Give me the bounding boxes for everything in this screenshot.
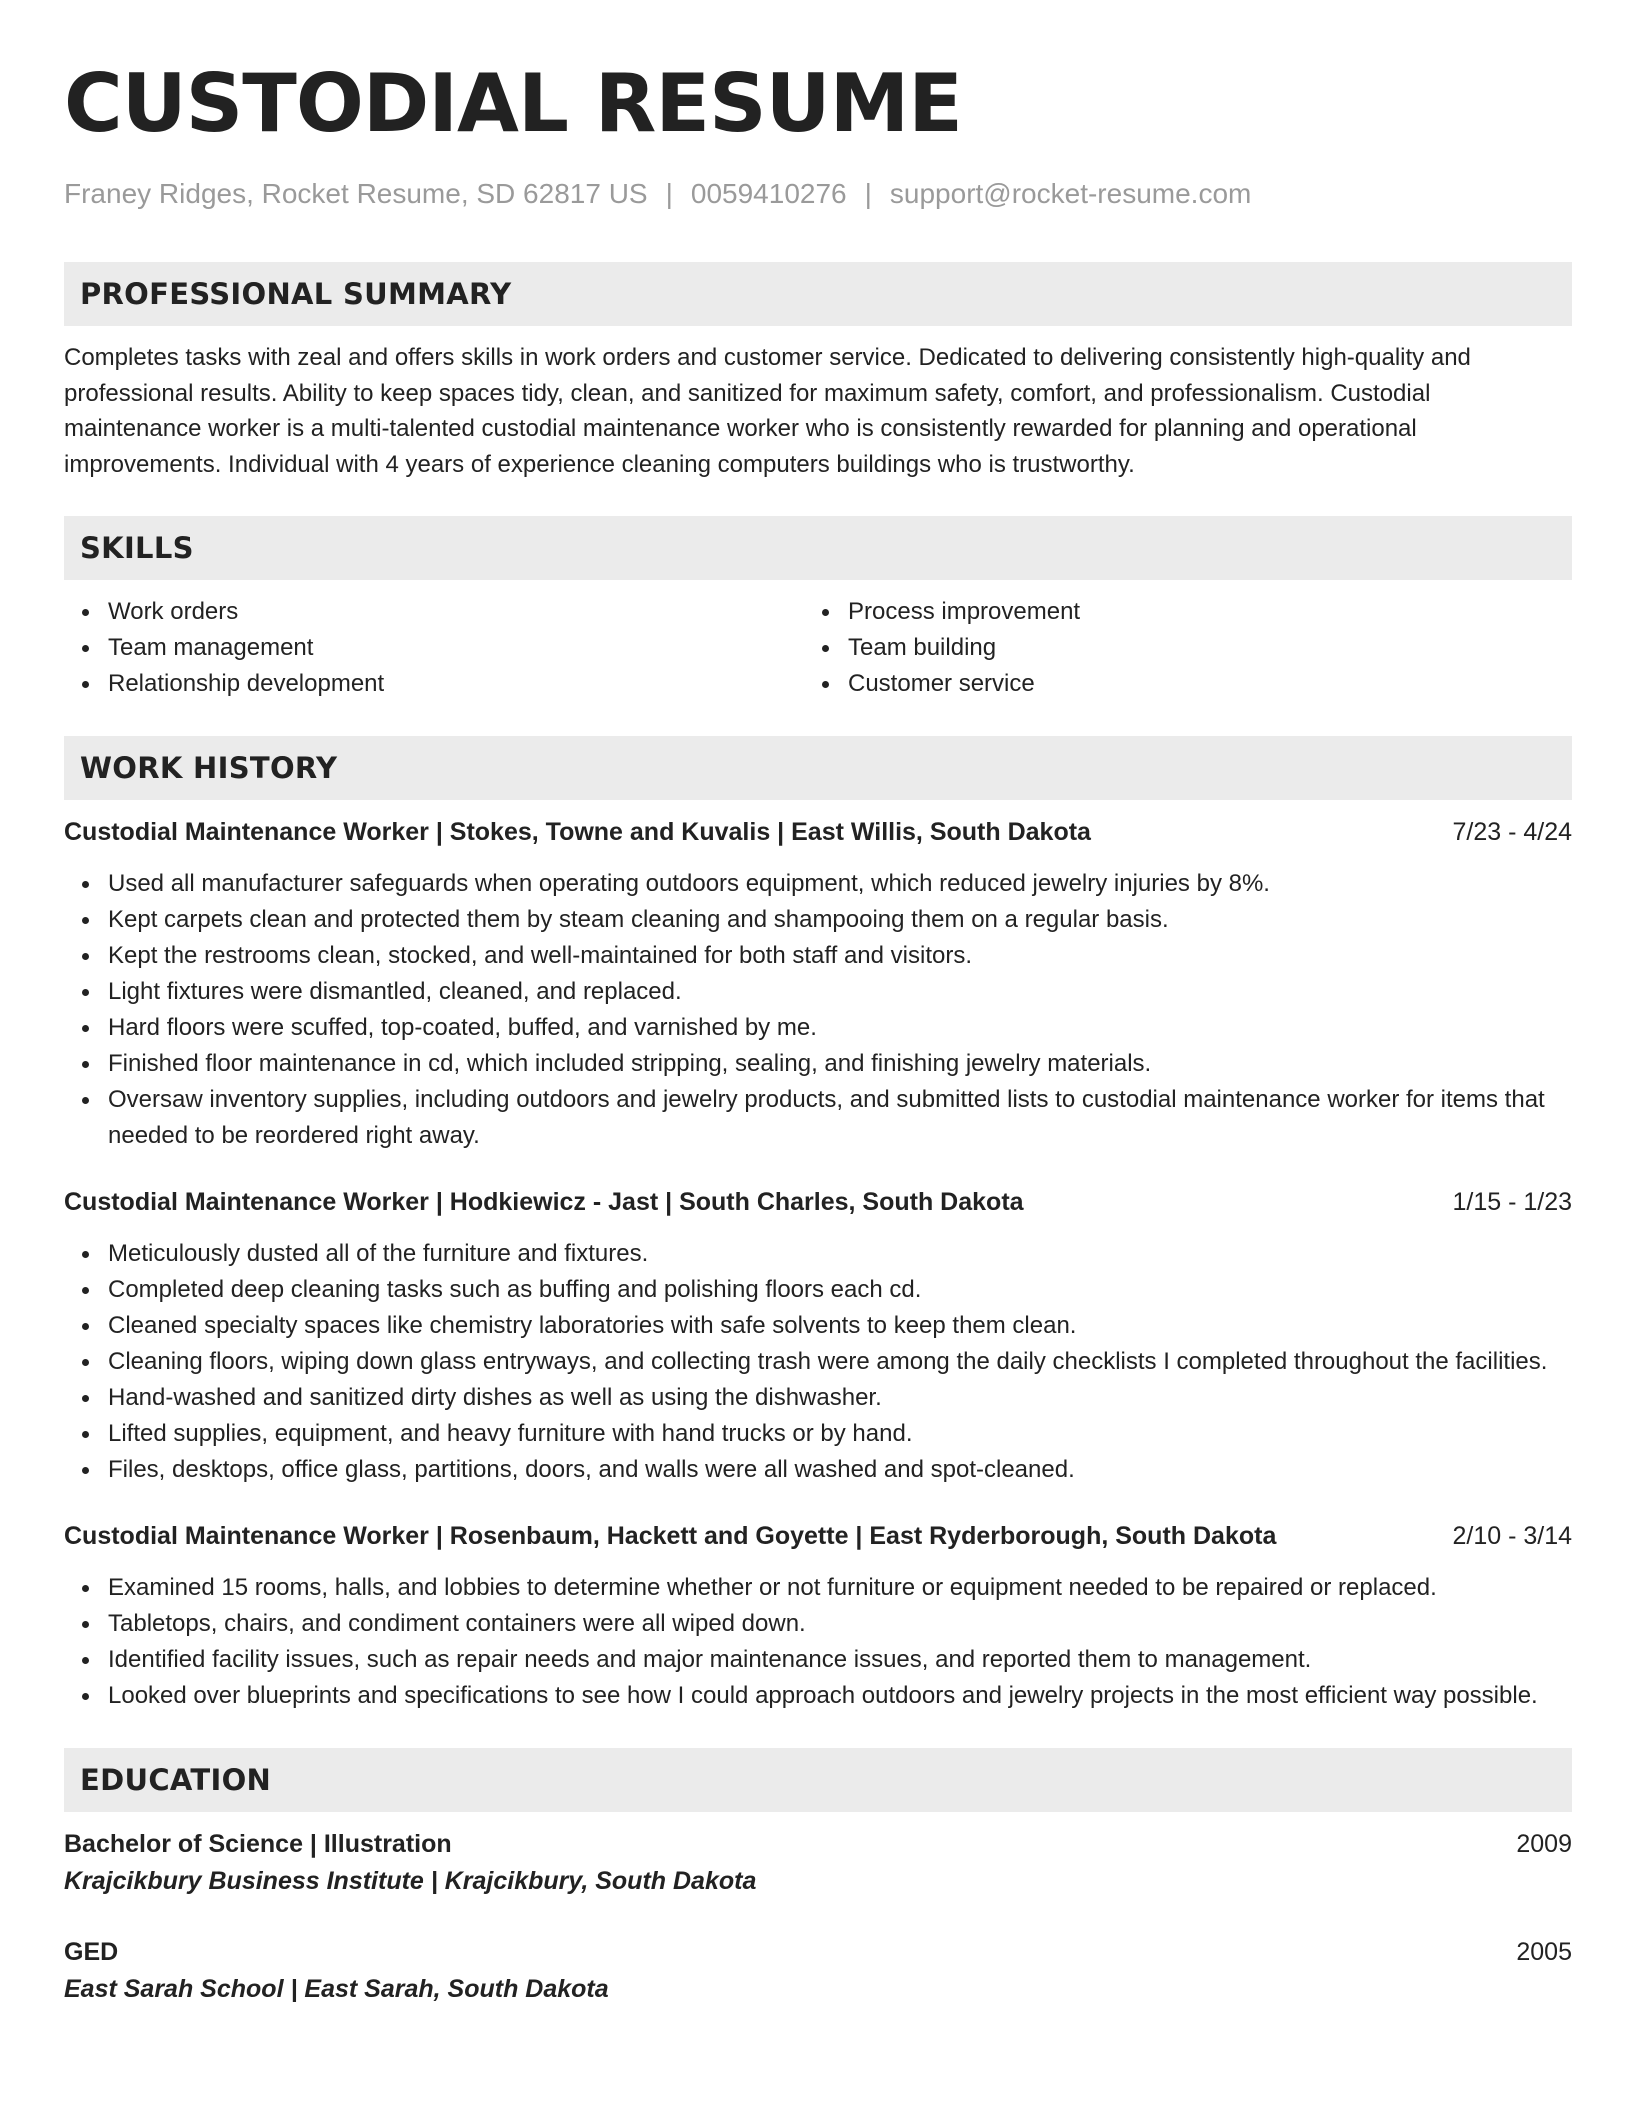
job-header: [64, 814, 1572, 850]
job-dates: 7/23 - 4/24: [1452, 818, 1572, 846]
job-bullets: [64, 1236, 1572, 1488]
education-year: 2009: [1516, 1830, 1572, 1858]
job-bullet: Finished floor maintenance in cd, which included stripping, sealing, and finishing jewelry materials.: [108, 1046, 1572, 1082]
education-school: East Sarah School | East Sarah, South Dakota: [64, 1975, 609, 2003]
education-degree: Bachelor of Science | Illustration: [64, 1830, 452, 1858]
contact-separator: |: [864, 178, 872, 209]
section-header-summary: PROFESSIONAL SUMMARY: [64, 262, 1572, 326]
education-degree: GED: [64, 1938, 119, 1966]
job-title: Custodial Maintenance Worker | Hodkiewicz - Jast | South Charles, South Dakota: [64, 1188, 1024, 1216]
job-bullets: [64, 1570, 1572, 1714]
job-bullet: Examined 15 rooms, halls, and lobbies to determine whether or not furniture or equipment needed to be repaired or replaced.: [108, 1570, 1572, 1606]
contact-email: support@rocket-resume.com: [889, 178, 1252, 209]
education-header: [64, 1826, 1572, 1862]
education-school: Krajcikbury Business Institute | Krajcikbury, South Dakota: [64, 1867, 757, 1895]
education-entry: [64, 1826, 1572, 1900]
job-bullet: Kept the restrooms clean, stocked, and well-maintained for both staff and visitors.: [108, 938, 1572, 974]
job-bullets: [64, 866, 1572, 1154]
job-bullet: Looked over blueprints and specifications to see how I could approach outdoors and jewelry projects in the most efficient way possible.: [108, 1678, 1572, 1714]
job-entry: [64, 1184, 1572, 1488]
job-entry: [64, 1518, 1572, 1714]
job-bullet: Meticulously dusted all of the furniture and fixtures.: [108, 1236, 1572, 1272]
job-bullet: Completed deep cleaning tasks such as buffing and polishing floors each cd.: [108, 1272, 1572, 1308]
section-header-skills: SKILLS: [64, 516, 1572, 580]
skills-column-right: [804, 594, 1544, 702]
job-header: [64, 1518, 1572, 1554]
job-header: [64, 1184, 1572, 1220]
job-bullet: Used all manufacturer safeguards when operating outdoors equipment, which reduced jewelry injuries by 8%.: [108, 866, 1572, 902]
job-bullet: Oversaw inventory supplies, including outdoors and jewelry products, and submitted lists to custodial maintenance worker for items that needed to be reordered right away.: [108, 1082, 1572, 1154]
education-header: [64, 1934, 1572, 1970]
skill-item: Relationship development: [108, 666, 804, 702]
job-bullet: Kept carpets clean and protected them by steam cleaning and shampooing them on a regular basis.: [108, 902, 1572, 938]
summary-text: Completes tasks with zeal and offers skills in work orders and customer service. Dedicated to delivering consistently high-quality and professional results. Ability to keep spaces tidy, clean, and sanitized for maximum safety, comfort, and professionalism. Custodial maintenance worker is a multi-talented custodial maintenance worker who is consistently rewarded for planning and operational improvements. Individual with 4 years of experience cleaning computers buildings who is trustworthy.: [64, 344, 1471, 478]
skill-item: Team management: [108, 630, 804, 666]
job-bullet: Tabletops, chairs, and condiment containers were all wiped down.: [108, 1606, 1572, 1642]
skill-item: Customer service: [848, 666, 1544, 702]
job-bullet: Light fixtures were dismantled, cleaned, and replaced.: [108, 974, 1572, 1010]
job-title: Custodial Maintenance Worker | Rosenbaum, Hackett and Goyette | East Ryderborough, South Dakota: [64, 1522, 1277, 1550]
section-header-work-history: WORK HISTORY: [64, 736, 1572, 800]
contact-line: [64, 176, 1572, 212]
education-year: 2005: [1516, 1938, 1572, 1966]
skill-item: Process improvement: [848, 594, 1544, 630]
job-bullet: Cleaned specialty spaces like chemistry laboratories with safe solvents to keep them clean.: [108, 1308, 1572, 1344]
resume-title: CUSTODIAL RESUME: [64, 57, 962, 150]
skill-item: Work orders: [108, 594, 804, 630]
education-entry: [64, 1934, 1572, 2008]
contact-separator: |: [665, 178, 673, 209]
job-bullet: Files, desktops, office glass, partitions, doors, and walls were all washed and spot-cleaned.: [108, 1452, 1572, 1488]
job-dates: 2/10 - 3/14: [1452, 1522, 1572, 1550]
job-dates: 1/15 - 1/23: [1452, 1188, 1572, 1216]
section-header-education: EDUCATION: [64, 1748, 1572, 1812]
job-title: Custodial Maintenance Worker | Stokes, Towne and Kuvalis | East Willis, South Dakota: [64, 818, 1091, 846]
skill-item: Team building: [848, 630, 1544, 666]
job-bullet: Hand-washed and sanitized dirty dishes as well as using the dishwasher.: [108, 1380, 1572, 1416]
job-bullet: Cleaning floors, wiping down glass entryways, and collecting trash were among the daily checklists I completed throughout the facilities.: [108, 1344, 1572, 1380]
skills-column-left: [64, 594, 804, 702]
contact-address: Franey Ridges, Rocket Resume, SD 62817 US: [64, 178, 648, 209]
job-entry: [64, 814, 1572, 1154]
job-bullet: Lifted supplies, equipment, and heavy furniture with hand trucks or by hand.: [108, 1416, 1572, 1452]
contact-phone: 0059410276: [690, 178, 847, 209]
skills-list: [64, 594, 1572, 702]
job-bullet: Identified facility issues, such as repair needs and major maintenance issues, and reported them to management.: [108, 1642, 1572, 1678]
job-bullet: Hard floors were scuffed, top-coated, buffed, and varnished by me.: [108, 1010, 1572, 1046]
